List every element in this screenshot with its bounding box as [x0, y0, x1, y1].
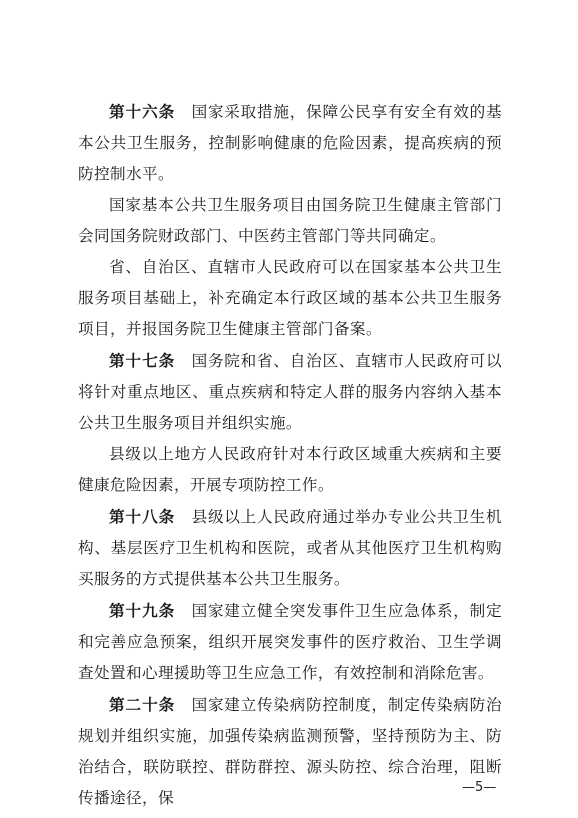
paragraph-article-20: [78, 689, 502, 814]
paragraph-text: 县级以上地方人民政府针对本行政区域重大疾病和主要健康危险因素，开展专项防控工作。: [78, 445, 502, 494]
paragraph-article-16-clause-2: [78, 190, 502, 252]
paragraph-text: 国家采取措施，保障公民享有安全有效的基本公共卫生服务，控制影响健康的危险因素，提高疾病的预防控制水平。: [78, 103, 502, 183]
article-heading: 第十六条: [109, 102, 176, 121]
paragraph-text: 国务院和省、自治区、直辖市人民政府可以将针对重点地区、重点疾病和特定人群的服务内容纳入基本公共卫生服务项目并组织实施。: [78, 352, 502, 432]
paragraph-article-17: [78, 345, 502, 439]
paragraph-article-19: [78, 595, 502, 689]
paragraph-text: 国家建立传染病防控制度，制定传染病防治规划并组织实施，加强传染病监测预警，坚持预防为主、防治结合，联防联控、群防群控、源头防控、综合治理，阻断传播途径，保: [78, 696, 502, 807]
paragraph-text: 国家建立健全突发事件卫生应急体系，制定和完善应急预案，组织开展突发事件的医疗救治、卫生学调查处置和心理援助等卫生应急工作，有效控制和消除危害。: [78, 602, 502, 682]
page-number: —5—: [462, 780, 497, 795]
paragraph-article-17-clause-2: [78, 439, 502, 501]
paragraph-text: 省、自治区、直辖市人民政府可以在国家基本公共卫生服务项目基础上，补充确定本行政区域的基本公共卫生服务项目，并报国务院卫生健康主管部门备案。: [78, 258, 502, 338]
paragraph-article-16-clause-3: [78, 252, 502, 345]
paragraph-article-18: [78, 501, 502, 595]
paragraph-text: 国家基本公共卫生服务项目由国务院卫生健康主管部门会同国务院财政部门、中医药主管部门等共同确定。: [78, 196, 502, 245]
document-body: [78, 96, 502, 814]
article-heading: 第十九条: [109, 601, 176, 620]
article-heading: 第十八条: [109, 507, 176, 526]
article-heading: 第二十条: [109, 695, 176, 714]
article-heading: 第十七条: [109, 351, 176, 370]
paragraph-text: 县级以上人民政府通过举办专业公共卫生机构、基层医疗卫生机构和医院，或者从其他医疗卫生机构购买服务的方式提供基本公共卫生服务。: [78, 508, 502, 588]
paragraph-article-16: [78, 96, 502, 190]
